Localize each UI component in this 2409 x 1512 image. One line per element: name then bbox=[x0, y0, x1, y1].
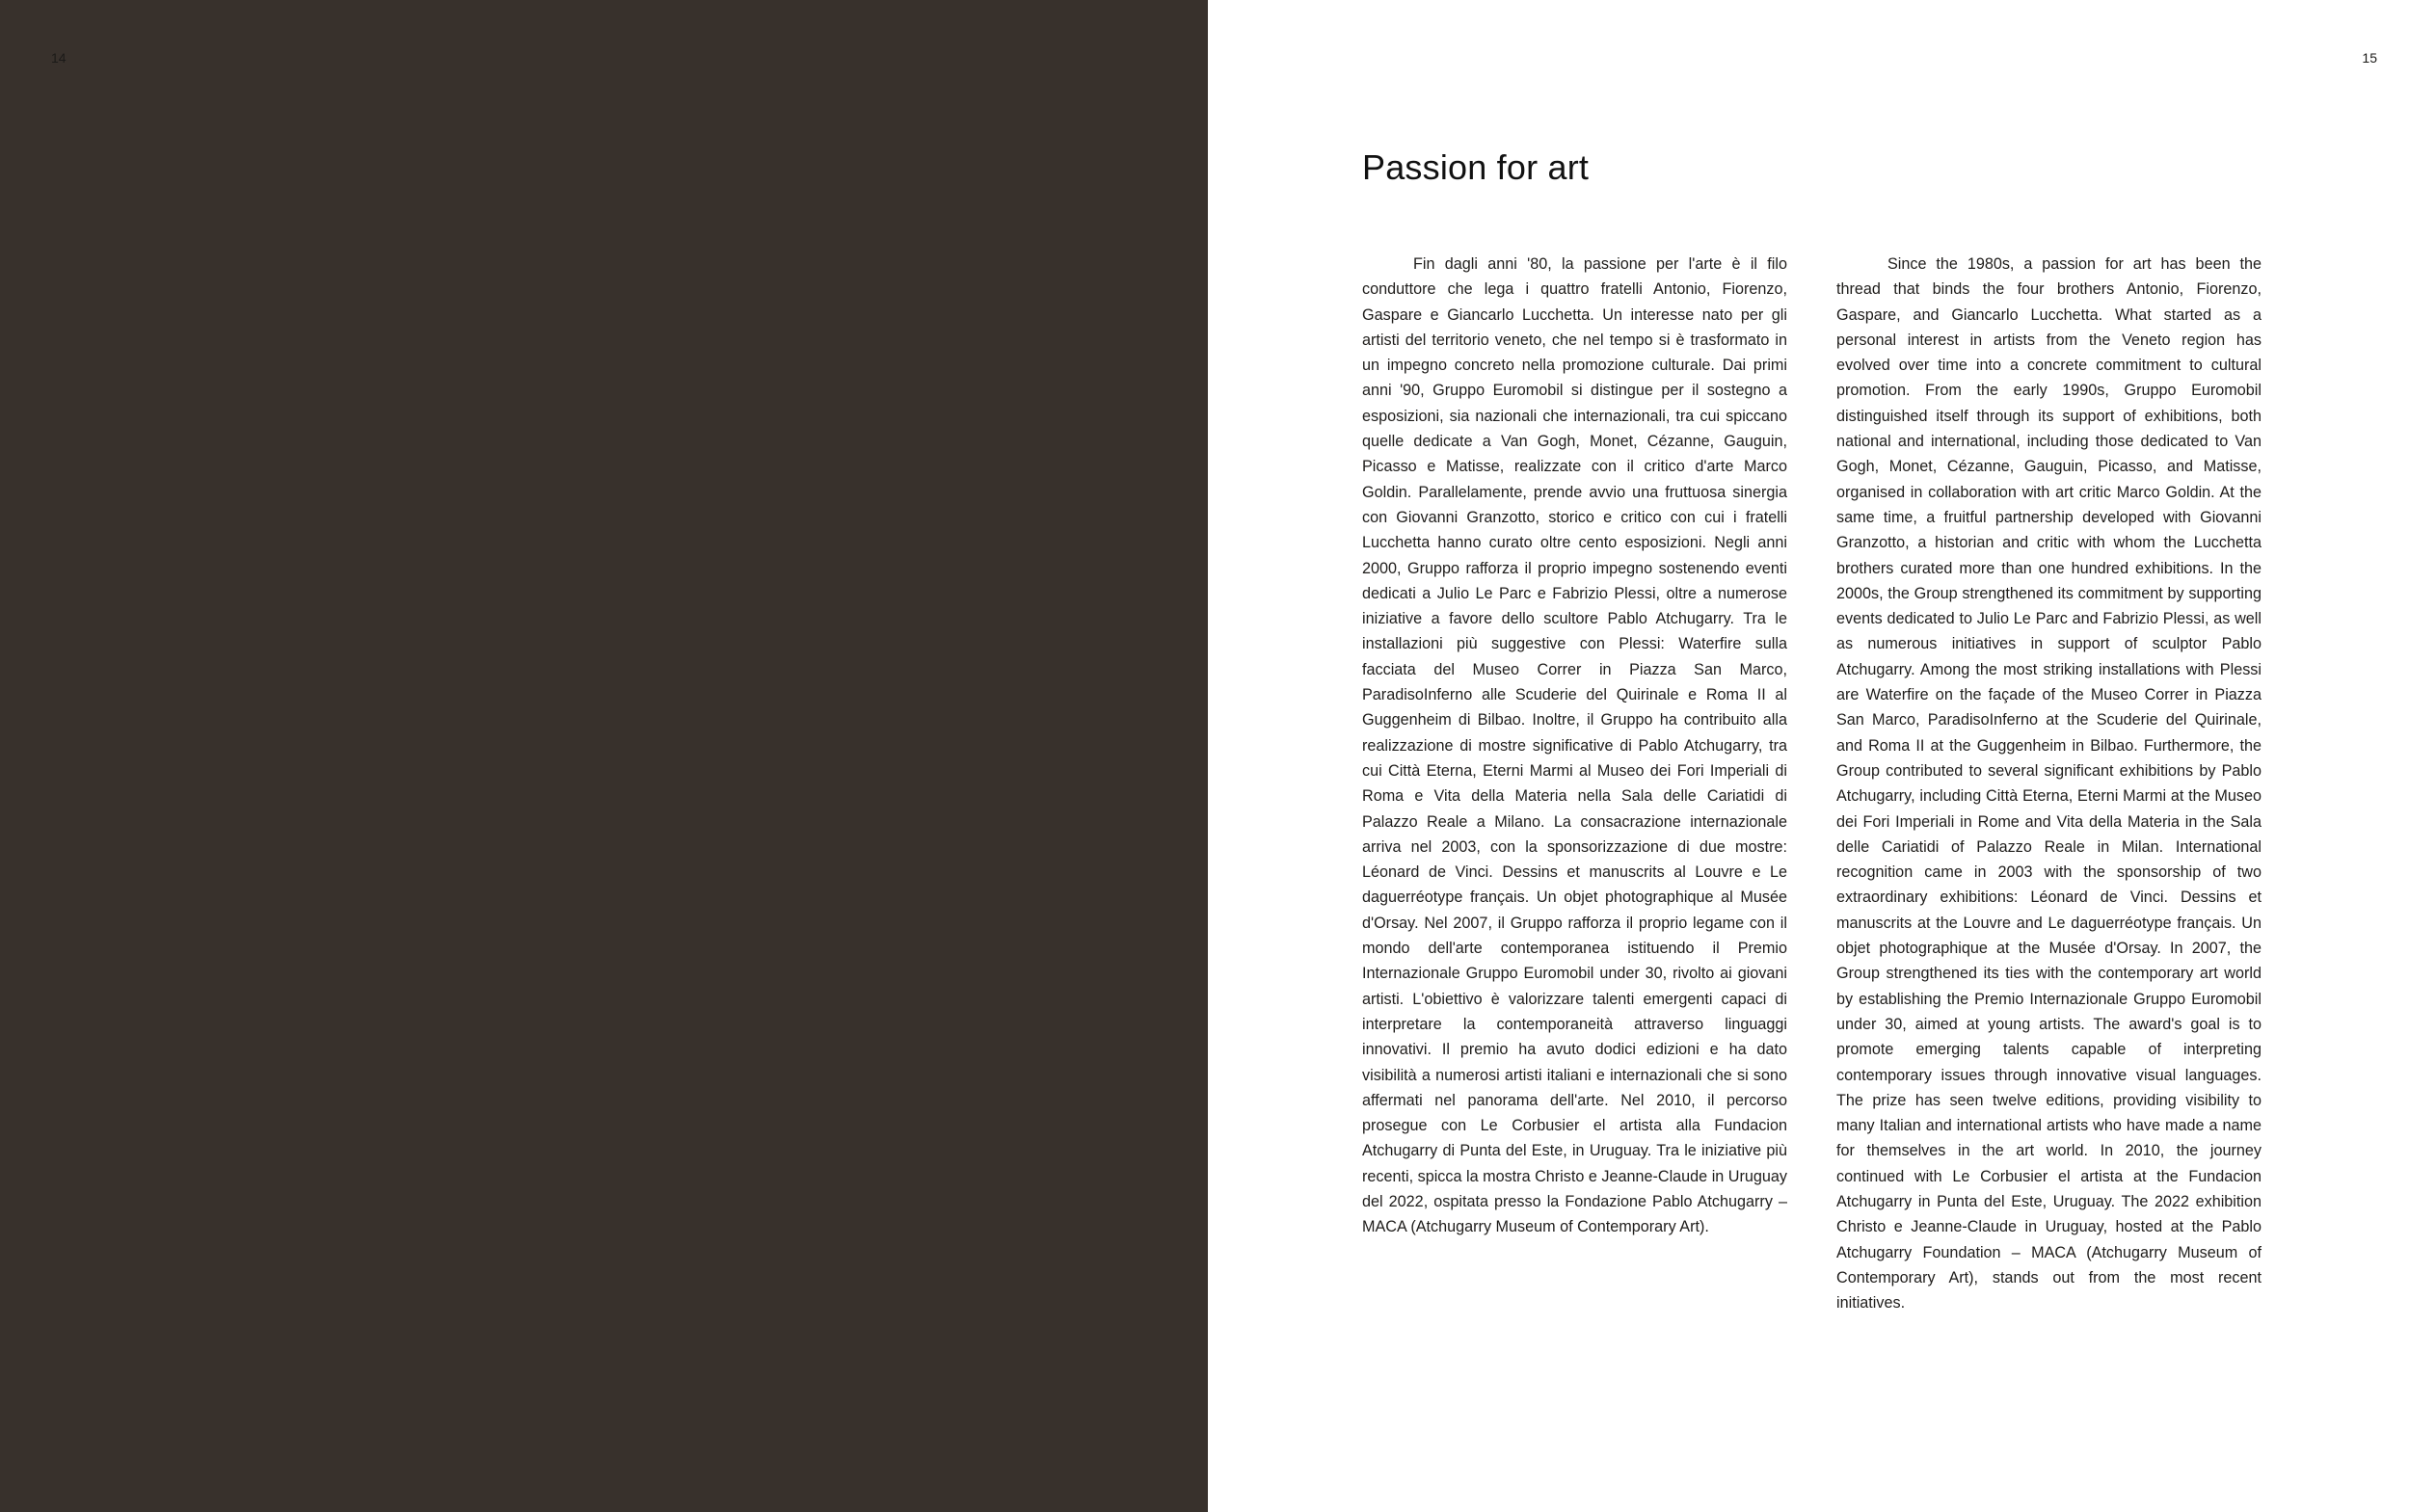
italian-text-column: Fin dagli anni '80, la passione per l'arte è il filo conduttore che lega i quattro fratelli Antonio, Fiorenzo, Gaspare e Giancarlo Lucchetta. Un interesse nato per gli artisti del territorio veneto, che nel tempo si è trasformato in un impegno concreto nella promozione culturale. Dai primi anni '90, Gruppo Euromobil si distingue per il sostegno a esposizioni, sia nazionali che internazionali, tra cui spiccano quelle dedicate a Van Gogh, Monet, Cézanne, Gauguin, Picasso e Matisse, realizzate con il critico d'arte Marco Goldin. Parallelamente, prende avvio una fruttuosa sinergia con Giovanni Granzotto, storico e critico con cui i fratelli Lucchetta hanno curato oltre cento esposizioni. Negli anni 2000, Gruppo rafforza il proprio impegno sostenendo eventi dedicati a Julio Le Parc e Fabrizio Plessi, oltre a numerose iniziative a favore dello scultore Pablo Atchugarry. Tra le installazioni più suggestive con Plessi: Waterfire sulla facciata del Museo Correr in Piazza San Marco, ParadisoInferno alle Scuderie del Quirinale e Roma II al Guggenheim di Bilbao. Inoltre, il Gruppo ha contribuito alla realizzazione di mostre significative di Pablo Atchugarry, tra cui Città Eterna, Eterni Marmi al Museo dei Fori Imperiali di Roma e Vita della Materia nella Sala delle Cariatidi di Palazzo Reale a Milano. La consacrazione internazionale arriva nel 2003, con la sponsorizzazione di due mostre: Léonard de Vinci. Dessins et manuscrits al Louvre e Le daguerréotype français. Un objet photographique al Musée d'Orsay. Nel 2007, il Gruppo rafforza il proprio legame con il mondo dell'arte contemporanea istituendo il Premio Internazionale Gruppo Euromobil under 30, rivolto ai giovani artisti. L'obiettivo è valorizzare talenti emergenti capaci di interpretare la contemporaneità attraverso linguaggi innovativi. Il premio ha avuto dodici edizioni e ha dato visibilità a numerosi artisti italiani e internazionali che si sono affermati nel panorama dell'arte. Nel 2010, il percorso prosegue con Le Corbusier el artista alla Fundacion Atchugarry di Punta del Este, in Uruguay. Tra le iniziative più recenti, spicca la mostra Christo e Jeanne-Claude in Uruguay del 2022, ospitata presso la Fondazione Pablo Atchugarry – MACA (Atchugarry Museum of Contemporary Art). bbox=[1362, 255, 1787, 1236]
left-page-number: 14 bbox=[51, 50, 67, 66]
page-title: Passion for art bbox=[1362, 147, 1590, 187]
right-page-number: 15 bbox=[2362, 50, 2377, 66]
right-page bbox=[1208, 0, 2409, 1512]
english-text-column: Since the 1980s, a passion for art has been the thread that binds the four brothers Antonio, Fiorenzo, Gaspare, and Giancarlo Lucchetta. What started as a personal interest in artists from the Veneto region has evolved over time into a concrete commitment to cultural promotion. From the early 1990s, Gruppo Euromobil distinguished itself through its support of exhibitions, both national and international, including those dedicated to Van Gogh, Monet, Cézanne, Gauguin, Picasso, and Matisse, organised in collaboration with art critic Marco Goldin. At the same time, a fruitful partnership developed with Giovanni Granzotto, a historian and critic with whom the Lucchetta brothers curated more than one hundred exhibitions. In the 2000s, the Group strengthened its commitment by supporting events dedicated to Julio Le Parc and Fabrizio Plessi, as well as numerous initiatives in support of sculptor Pablo Atchugarry. Among the most striking installations with Plessi are Waterfire on the façade of the Museo Correr in Piazza San Marco, ParadisoInferno at the Scuderie del Quirinale, and Roma II at the Guggenheim in Bilbao. Furthermore, the Group contributed to several significant exhibitions by Pablo Atchugarry, including Città Eterna, Eterni Marmi at the Museo dei Fori Imperiali in Rome and Vita della Materia in the Sala delle Cariatidi of Palazzo Reale in Milan. International recognition came in 2003 with the sponsorship of two extraordinary exhibitions: Léonard de Vinci. Dessins et manuscrits at the Louvre and Le daguerréotype français. Un objet photographique at the Musée d'Orsay. In 2007, the Group strengthened its ties with the contemporary art world by establishing the Premio Internazionale Gruppo Euromobil under 30, aimed at young artists. The award's goal is to promote emerging talents capable of interpreting contemporary issues through innovative visual languages. The prize has seen twelve editions, providing visibility to many Italian and international artists who have made a name for themselves in the art world. In 2010, the journey continued with Le Corbusier el artista at the Fundacion Atchugarry in Punta del Este, Uruguay. The 2022 exhibition Christo e Jeanne-Claude in Uruguay, hosted at the Pablo Atchugarry Foundation – MACA (Atchugarry Museum of Contemporary Art), stands out from the most recent initiatives. bbox=[1836, 255, 2262, 1313]
